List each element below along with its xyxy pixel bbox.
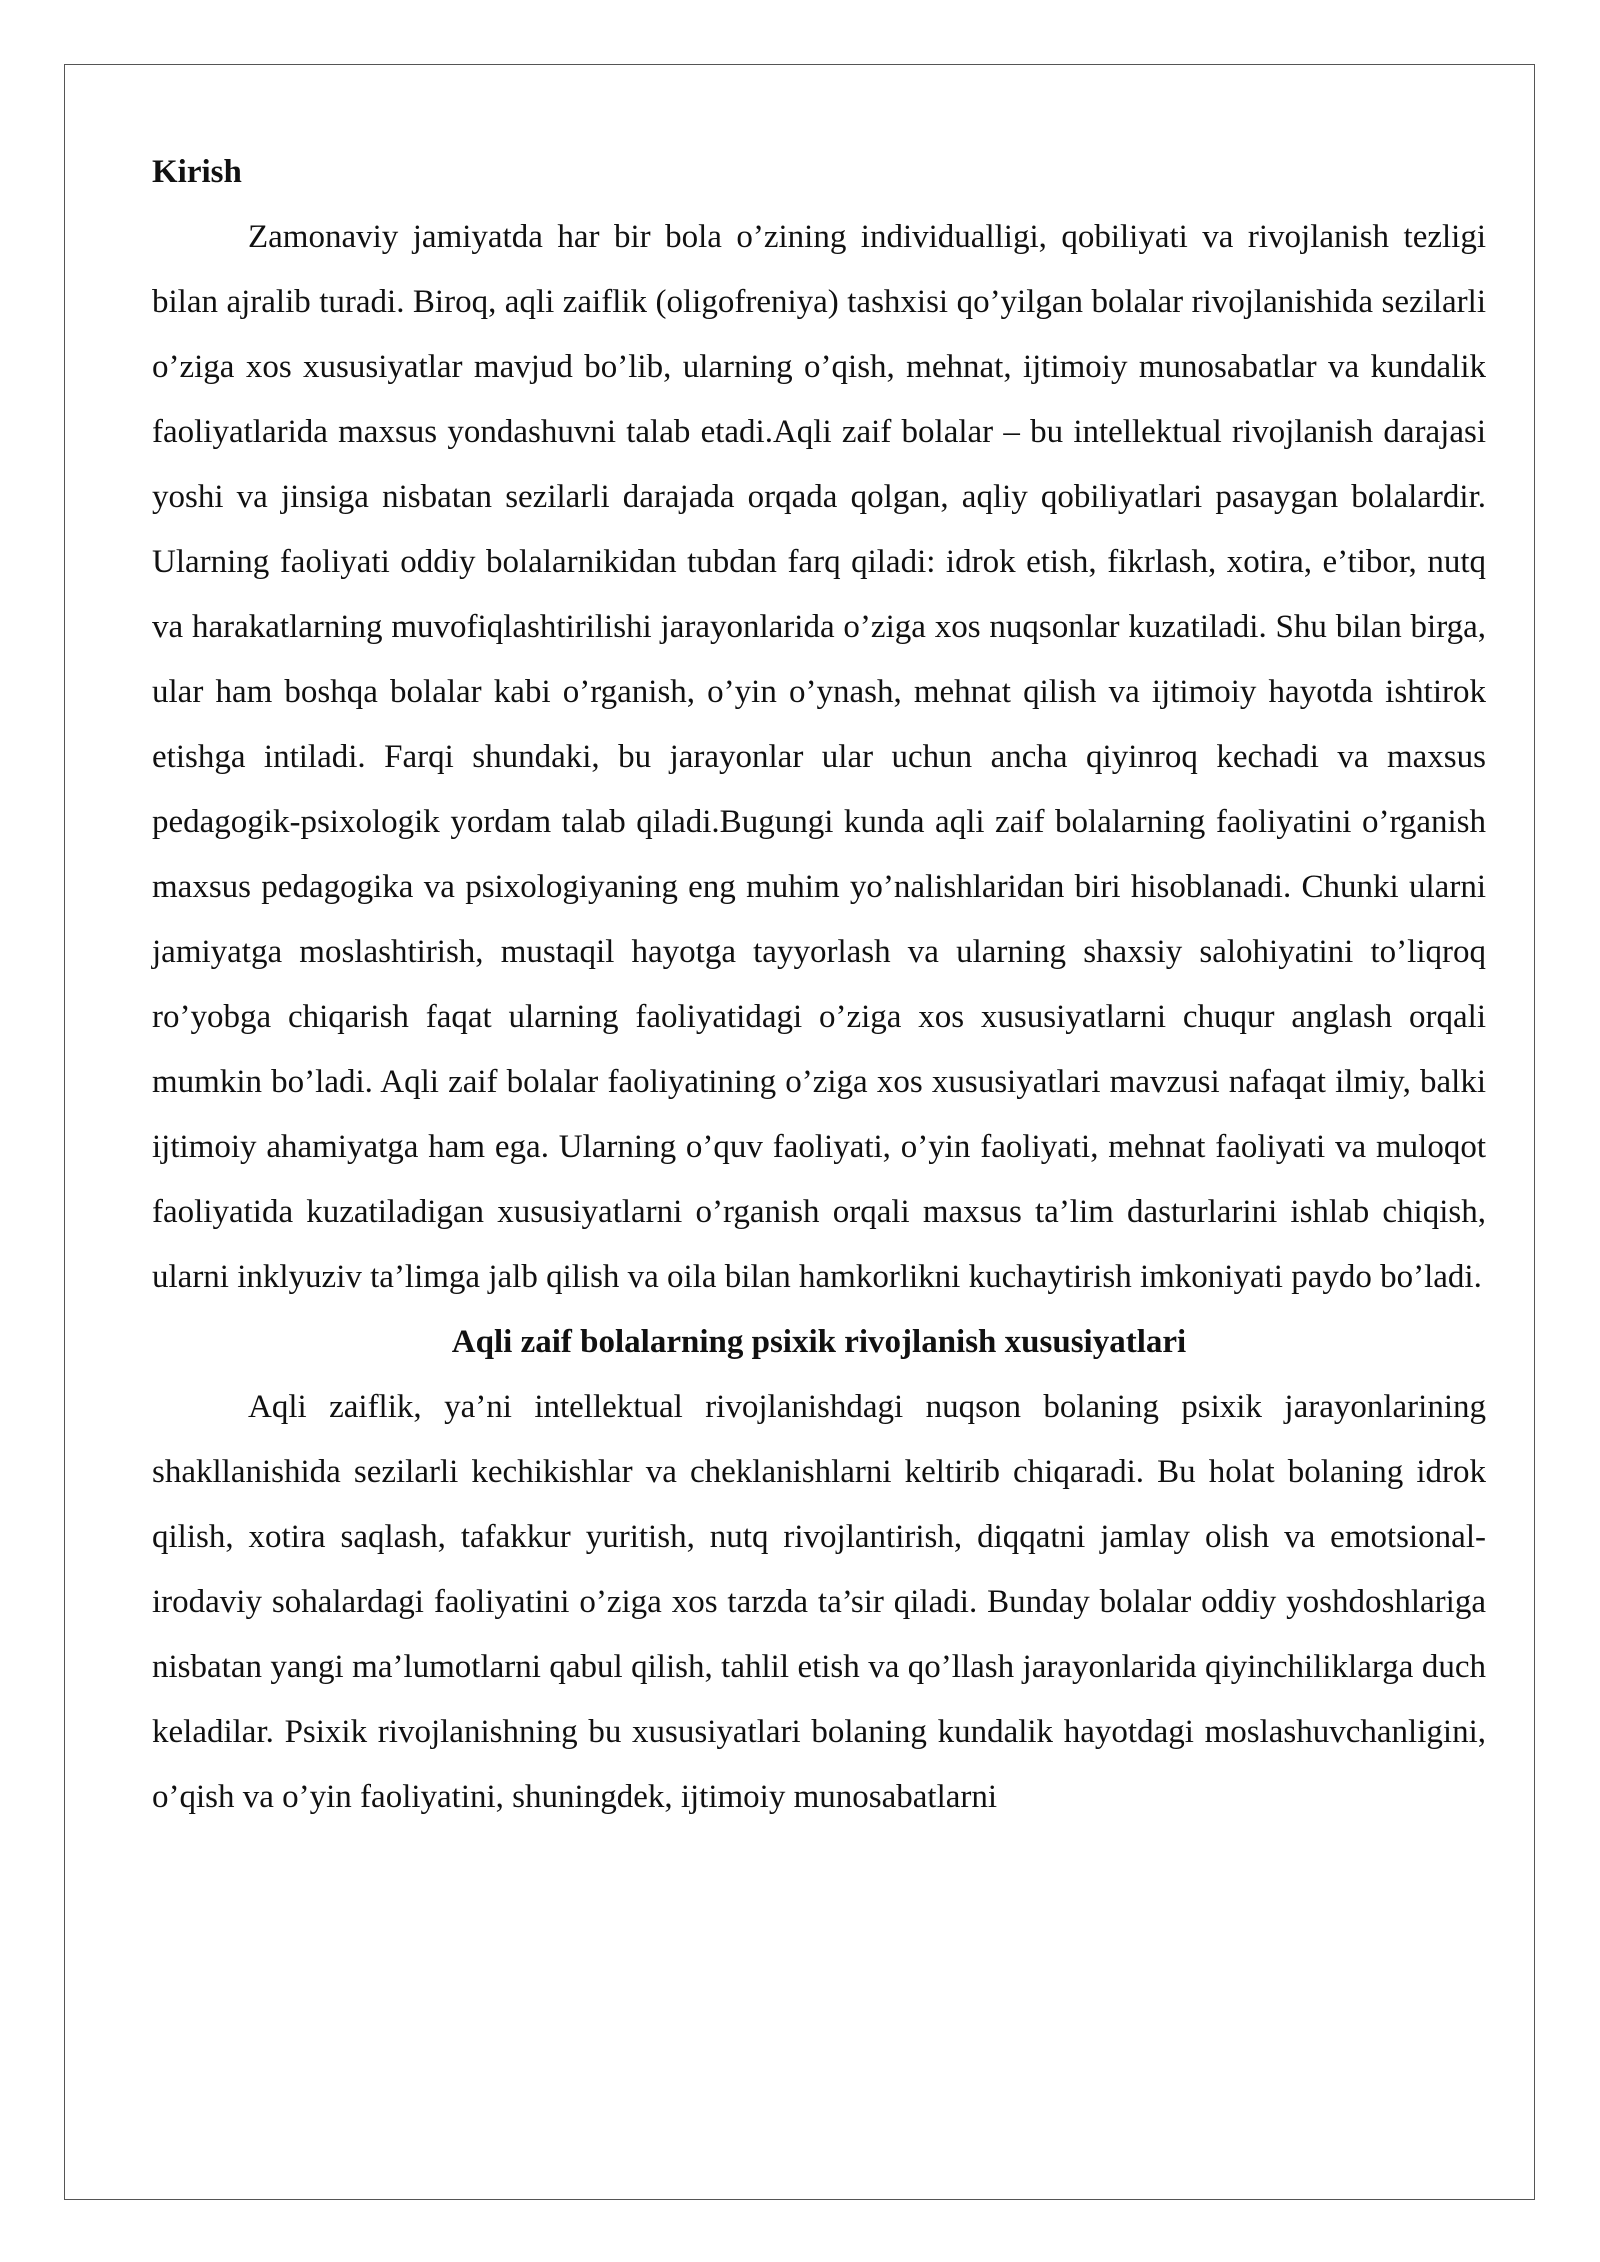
section-paragraph: Aqli zaiflik, ya’ni intellektual rivojlanishdagi nuqson bolaning psixik jarayonlarining shakllanishida sezilarli kechikishlar va cheklanishlarni keltirib chiqaradi. Bu holat bolaning idrok qilish, xotira saqlash, tafakkur yuritish, nutq rivojlantirish, diqqatni jamlay olish va emotsional-irodaviy sohalardagi faoliyatini o’ziga xos tarzda ta’sir qiladi. Bunday bolalar oddiy yoshdoshlariga nisbatan yangi ma’lumotlarni qabul qilish, tahlil etish va qo’llash jarayonlarida qiyinchiliklarga duch keladilar. Psixik rivojlanishning bu xususiyatlari bolaning kundalik hayotdagi moslashuvchanligini, o’qish va o’yin faoliyatini, shuningdek, ijtimoiy munosabatlarni <box>152 1389 1486 1815</box>
intro-paragraph: Zamonaviy jamiyatda har bir bola o’zining individualligi, qobiliyati va rivojlanish tezligi bilan ajralib turadi. Biroq, aqli zaiflik (oligofreniya) tashxisi qo’yilgan bolalar rivojlanishida sezilarli o’ziga xos xususiyatlar mavjud bo’lib, ularning o’qish, mehnat, ijtimoiy munosabatlar va kundalik faoliyatlarida maxsus yondashuvni talab etadi.Aqli zaif bolalar – bu intellektual rivojlanish darajasi yoshi va jinsiga nisbatan sezilarli darajada orqada qolgan, aqliy qobiliyatlari pasaygan bolalardir. Ularning faoliyati oddiy bolalarnikidan tubdan farq qiladi: idrok etish, fikrlash, xotira, e’tibor, nutq va harakatlarning muvofiqlashtirilishi jarayonlarida o’ziga xos nuqsonlar kuzatiladi. Shu bilan birga, ular ham boshqa bolalar kabi o’rganish, o’yin o’ynash, mehnat qilish va ijtimoiy hayotda ishtirok etishga intiladi. Farqi shundaki, bu jarayonlar ular uchun ancha qiyinroq kechadi va maxsus pedagogik-psixologik yordam talab qiladi.Bugungi kunda aqli zaif bolalarning faoliyatini o’rganish maxsus pedagogika va psixologiyaning eng muhim yo’nalishlaridan biri hisoblanadi. Chunki ularni jamiyatga moslashtirish, mustaqil hayotga tayyorlash va ularning shaxsiy salohiyatini to’liqroq ro’yobga chiqarish faqat ularning faoliyatidagi o’ziga xos xususiyatlarni chuqur anglash orqali mumkin bo’ladi. Aqli zaif bolalar faoliyatining o’ziga xos xususiyatlari mavzusi nafaqat ilmiy, balki ijtimoiy ahamiyatga ham ega. Ularning o’quv faoliyati, o’yin faoliyati, mehnat faoliyati va muloqot faoliyatida kuzatiladigan xususiyatlarni o’rganish orqali maxsus ta’lim dasturlarini ishlab chiqish, ularni inklyuziv ta’limga jalb qilish va oila bilan hamkorlikni kuchaytirish imkoniyati paydo bo’ladi. <box>152 219 1486 1295</box>
document-body <box>152 140 1486 1830</box>
intro-heading: Kirish <box>152 154 242 190</box>
section-heading: Aqli zaif bolalarning psixik rivojlanish xususiyatlari <box>451 1324 1187 1360</box>
